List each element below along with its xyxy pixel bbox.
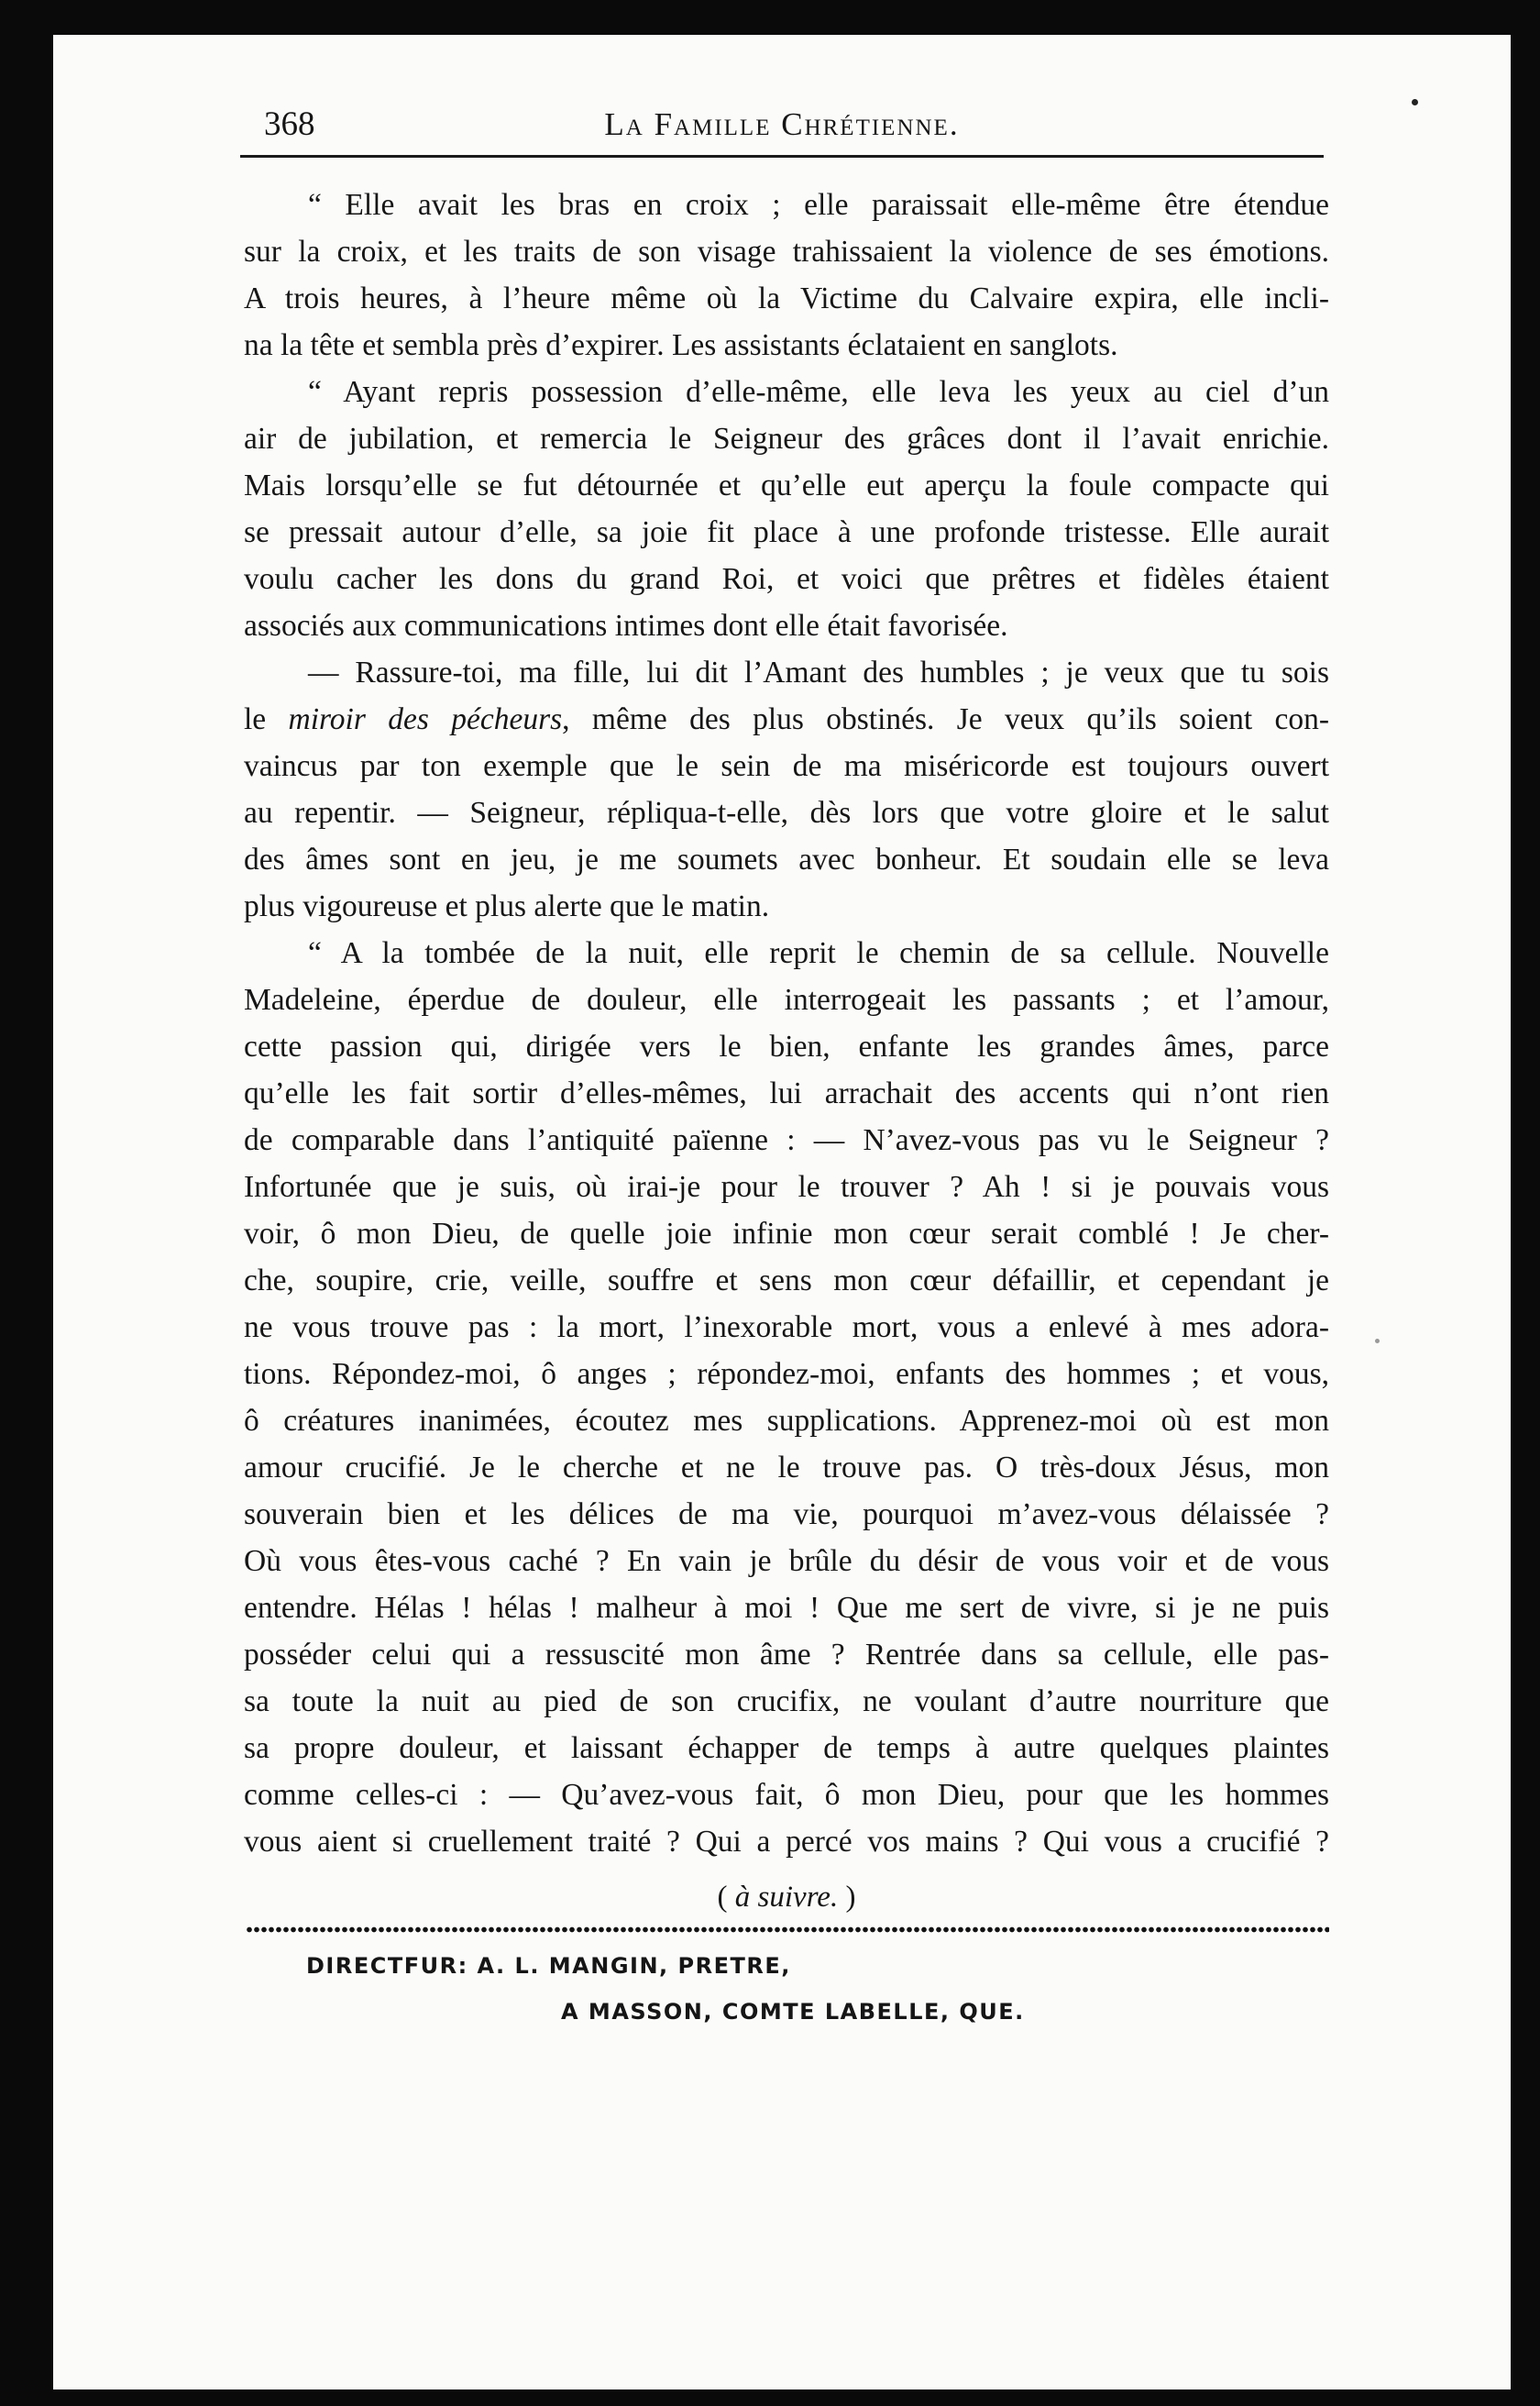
text-line: entendre. Hélas ! hélas ! malheur à moi ! Que me sert de vivre, si je ne puis: [244, 1591, 1329, 1625]
text-line: au repentir. — Seigneur, répliqua-t-elle, dès lors que votre gloire et le salut: [244, 796, 1329, 830]
continuation-close: ): [838, 1881, 856, 1914]
scan-speck: [1375, 1339, 1380, 1343]
text-line: voir, ô mon Dieu, de quelle joie infinie mon cœur serait comblé ! Je cher-: [244, 1217, 1329, 1251]
text-line: Où vous êtes-vous caché ? En vain je brûle du désir de vous voir et de vous: [244, 1544, 1329, 1578]
credits-director: DIRECTFUR: A. L. MANGIN, PRETRE,: [306, 1953, 791, 1979]
text-line: Madeleine, éperdue de douleur, elle interrogeait les passants ; et l’amour,: [244, 983, 1329, 1017]
text-line: “ Ayant repris possession d’elle-même, elle leva les yeux au ciel d’un: [308, 375, 1329, 409]
text-line: vaincus par ton exemple que le sein de ma miséricorde est toujours ouvert: [244, 749, 1329, 783]
credits-block: [306, 1943, 1025, 2035]
text-line: — Rassure-toi, ma fille, lui dit l’Amant des humbles ; je veux que tu sois: [308, 656, 1329, 690]
text-line: souverain bien et les délices de ma vie, pourquoi m’avez-vous délaissée ?: [244, 1497, 1329, 1531]
continuation-note: [244, 1881, 1329, 1915]
page-number: 368: [264, 105, 315, 143]
text-line: tions. Répondez-moi, ô anges ; répondez-moi, enfants des hommes ; et vous,: [244, 1357, 1329, 1391]
continuation-open: (: [717, 1881, 735, 1914]
running-title: La Famille Chrétienne.: [604, 106, 960, 142]
text-line: cette passion qui, dirigée vers le bien, enfante les grandes âmes, parce: [244, 1030, 1329, 1064]
text-line: Mais lorsqu’elle se fut détournée et qu’elle eut aperçu la foule compacte qui: [244, 469, 1329, 502]
text-line: des âmes sont en jeu, je me soumets avec bonheur. Et soudain elle se leva: [244, 843, 1329, 877]
text-line: se pressait autour d’elle, sa joie fit place à une profonde tristesse. Elle aurait: [244, 515, 1329, 549]
article-body: [244, 182, 1329, 1865]
text-line: ne vous trouve pas : la mort, l’inexorable mort, vous a enlevé à mes adora-: [244, 1310, 1329, 1344]
text-line: ô créatures inanimées, écoutez mes supplications. Apprenez-moi où est mon: [244, 1404, 1329, 1438]
text-line: qu’elle les fait sortir d’elles-mêmes, lui arrachait des accents qui n’ont rien: [244, 1076, 1329, 1110]
text-line: che, soupire, crie, veille, souffre et sens mon cœur défaillir, et cependant je: [244, 1264, 1329, 1297]
text-line: na la tête et sembla près d’expirer. Les assistants éclataient en sanglots.: [244, 328, 1118, 362]
text-line: Infortunée que je suis, où irai-je pour le trouver ? Ah ! si je pouvais vous: [244, 1170, 1329, 1204]
scan-speck: [1412, 99, 1418, 105]
text-line: vous aient si cruellement traité ? Qui a percé vos mains ? Qui vous a crucifié ?: [244, 1825, 1329, 1859]
text-line: “ A la tombée de la nuit, elle reprit le chemin de sa cellule. Nouvelle: [308, 936, 1329, 970]
italic-phrase: miroir des pécheurs: [288, 702, 563, 736]
text-line: voulu cacher les dons du grand Roi, et voici que prêtres et fidèles étaient: [244, 562, 1329, 596]
text-line: sur la croix, et les traits de son visage trahissaient la violence de ses émotions.: [244, 235, 1329, 269]
text-line: plus vigoureuse et plus alerte que le matin.: [244, 889, 770, 923]
text-line: sa toute la nuit au pied de son crucifix, ne voulant d’autre nourriture que: [244, 1684, 1329, 1718]
continuation-text: à suivre.: [734, 1881, 839, 1914]
text-line: associés aux communications intimes dont elle était favorisée.: [244, 609, 1008, 643]
page-header: [240, 68, 1324, 141]
text-line: comme celles-ci : — Qu’avez-vous fait, ô mon Dieu, pour que les hommes: [244, 1778, 1329, 1812]
text-line: amour crucifié. Je le cherche et ne le trouve pas. O très-doux Jésus, mon: [244, 1451, 1329, 1484]
dotted-rule: [246, 1926, 1329, 1934]
text-line: sa propre douleur, et laissant échapper de temps à autre quelques plaintes: [244, 1731, 1329, 1765]
text-line: “ Elle avait les bras en croix ; elle paraissait elle-même être étendue: [308, 188, 1329, 222]
credits-address: A MASSON, COMTE LABELLE, QUE.: [561, 1999, 1025, 2025]
text-line: de comparable dans l’antiquité païenne : — N’avez-vous pas vu le Seigneur ?: [244, 1123, 1329, 1157]
header-rule: [240, 155, 1324, 158]
text-line: A trois heures, à l’heure même où la Victime du Calvaire expira, elle incli-: [244, 281, 1329, 315]
text-line: le miroir des pécheurs, même des plus obstinés. Je veux qu’ils soient con-: [244, 702, 1329, 736]
text-line: posséder celui qui a ressuscité mon âme ? Rentrée dans sa cellule, elle pas-: [244, 1638, 1329, 1672]
text-line: air de jubilation, et remercia le Seigneur des grâces dont il l’avait enrichie.: [244, 422, 1329, 456]
